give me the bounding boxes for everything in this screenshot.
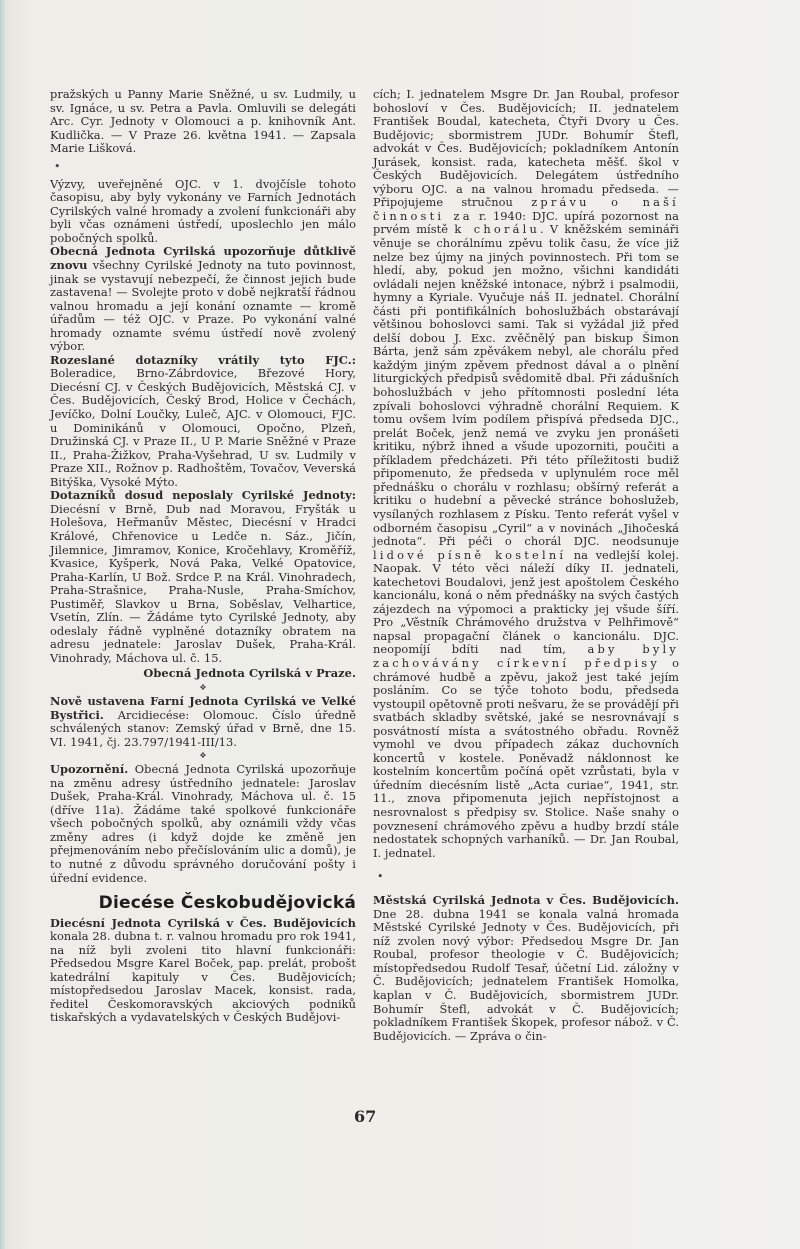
left-column: [50, 88, 356, 1025]
section-heading: Diecése Českobudějovická: [98, 893, 356, 914]
ornament-bullet: •: [377, 870, 384, 884]
paragraph-city-unit: [373, 894, 679, 1043]
paragraph-warning-lead: Obecná Jednota Cyrilská upozorňuje důtklivě znovu: [50, 244, 356, 273]
paragraph-missing-text: Diecésní v Brně, Dub nad Moravou, Fryšták u Holešova, Heřmanův Městec, Diecésní v Hradci Králové, Chřenovice u Ledče n. Sáz., Jičín, Jilemnice, Jimramov, Konice, Kročehlavy, Kroměříž, Kvasice, Kyšperk, Nová Paka, Velké Opatovice, Praha-Karlín, U Bož. Srdce P. na Král. Vinohradech, Praha-Strašnice, Praha-Nusle, Praha-Smíchov, Pustiměř, Slavkov u Brna, Soběslav, Velhartice, Vsetín, Zlín. — Žádáme tyto Cyrilské Jednoty, aby odeslaly řádně vyplněné dotazníky obratem na adresu jednatele: Jaroslav Dušek, Praha-Král. Vinohrady, Máchova ul. č. 15.: [50, 501, 356, 665]
paragraph-diocesan-report: [373, 88, 679, 860]
report-text-b: r. 1940: DJC. upírá pozornost na prvém místě: [373, 208, 679, 237]
report-text-d: na vedlejší kolej. Naopak. V této věci náleží díky II. jednateli, katechetovi Boudalovi, jenž jest apoštolem Českého kancionálu, koná o něm přednášky na svých častých zájezdech na výpomoci a prakticky jej všude šíří. Pro „Věstník Chrámového družstva v Pelhřimově“ napsal propagační článek o kancionálu. DJC. neopomíjí bdíti nad tím,: [373, 547, 679, 657]
paragraph-notice-text: Obecná Jednota Cyrilská upozorňuje na změnu adresy ústředního jednatele: Jaroslav Dušek, Praha-Král. Vinohrady, Máchova ul. č. 15 (dříve 11a). Žádáme také spolkové funkcionáře všech pobočných spolků, aby oznámili vždy včas změny adres (i když dojde ke změně jen přejmenováním nebo přečíslováním ulic a domů), je to nutné z důvodu správného doručování pošty i úřední evidence.: [50, 762, 356, 885]
paragraph-appeal: Výzvy, uveřejněné OJC. v 1. dvojčísle tohoto časopisu, aby byly vykonány ve Farních Jednotách Cyrilských valné hromady a zvolení funkcionáři aby byli včas oznámeni ústředí, uposlechlo jen málo pobočných spolků.: [50, 176, 356, 245]
paragraph-returned-lead: Rozeslané dotazníky vrátily tyto FJC.:: [50, 352, 356, 367]
paragraph-new-unit-lead: Nově ustavena Farní Jednota Cyrilská ve Velké Bystřici.: [50, 693, 356, 722]
report-spaced-emphasis: lidové písně kostelní: [373, 547, 567, 562]
report-text-a: cích; I. jednatelem Msgre Dr. Jan Roubal, profesor bohosloví v Čes. Budějovicích; II. jednatelem František Boudal, katecheta, Čtyři Dvory u Čes. Budějovic; sbormistrem JUDr. Bohumír Štefl, advokát v Čes. Budějovicích; pokladníkem Antonín Jurásek, konsist. rada, katecheta měšť. škol v Českých Budějovicích. Delegátem ústředního výboru OJC. a na valnou hromadu předseda. — Připojujeme stručnou: [373, 87, 679, 210]
report-text-e: o chrámové hudbě a zpěvu, jakož jest také jejím posláním. Co se týče tohoto bodu, předseda vystoupil opětovně proti nešvaru, že se provádějí při svatbách skladby světské, jaké se nesrovnávají s posvátností místa a svátostného obřadu. Rovněž vymohl ve dvou případech zákaz duchovních koncertů v kostele. Poněvadž náklonnost ke kostelním koncertům počíná opět vzrůstati, byla v úředním diecésním listě „Acta curiae“, 1941, str. 11., znova připomenuta jejich nepřístojnost a nesrovnalost s předpisy sv. Stolice. Naše snahy o povznesení chrámového zpěvu a hudby brzdí stále nedostatek schopných varhaníků. — Dr. Jan Roubal, I. jednatel.: [373, 655, 679, 860]
report-text-c: . V kněžském semináři věnuje se chorálnímu zpěvu tolik času, že více již nelze bez újmy na jiných povinnostech. Při tom se hledí, aby, pokud jen možno, všichni kandidáti ovládali nejen kněžské intonace, nýbrž i psalmodii, hymny a Kyriale. Vyučuje náš II. jednatel. Chorální části při pontifikálních bohoslužbách obstarávají většinou bohoslovci sami. Tak si vyžádal již před delší dobou J. Exc. zvěčnělý pan biskup Šimon Bárta, jenž sám zpěvákem nebyl, ale chorálu před každým jiným zpěvem přednost dával a o plnění liturgických předpisů svědomitě dbal. Při zádušních bohoslužbách v jeho přítomnosti poslední léta zpívali bohoslovci výhradně chorální Requiem. K tomu ovšem lvím podílem přispívá předseda DJC., prelát Boček, jenž nemá ve zvyku jen pronášeti kritiku, nýbrž ihned a všude upozorniti, poučiti a příkladem předcházeti. Při této příležitosti budiž připomenuto, že předseda v uplynulém roce měl přednášku o chorálu v rozhlasu; obšírný referát a kritiku o hudební a pěvecké stránce bohoslužeb, vysílaných rozhlasem z Písku. Tento referát vyšel v odborném časopisu „Cyril“ a v novinách „Jihočeská jednota“. Při péči o chorál DJC. neodsunuje: [373, 222, 679, 549]
page-number: 67: [354, 1107, 377, 1126]
paragraph-notice: [50, 763, 356, 885]
paragraph-city-text: Dne 28. dubna 1941 se konala valná hromada Městské Cyrilské Jednoty v Čes. Budějovicích, při níž zvolen nový výbor: Předsedou Msgre Dr. Jan Roubal, profesor theologie v Č. Budějovicích; místopředsedou Rudolf Tesař, účetní Lid. záložny v Č. Budějovicích; jednatelem František Homolka, kaplan v Č. Budějovicích, sbormistrem JUDr. Bohumír Štefl, advokát v Č. Budějovicích; pokladníkem František Škopek, profesor nábož. v Č. Budějovicích. — Zpráva o čin-: [373, 906, 679, 1043]
paragraph-missing-questionnaires: [50, 489, 356, 665]
ornament-divider: ❖: [199, 751, 207, 761]
paragraph-warning: [50, 245, 356, 353]
ornament-divider: ❖: [199, 682, 207, 692]
paragraph-diocesan-text: konala 28. dubna t. r. valnou hromadu pro rok 1941, na níž byli zvoleni tito hlavní funkcionáři: Předsedou Msgre Karel Boček, pap. prelát, probošt katedrální kapituly v Čes. Budějovicích; místopředsedou Jaroslav Macek, konsist. rada, ředitel Českomoravských akciových podniků tiskařských a vydavatelských v Českých Budějovi-: [50, 929, 356, 1025]
paragraph-meeting-minutes-end: pražských u Panny Marie Sněžné, u sv. Ludmily, u sv. Ignáce, u sv. Petra a Pavla. Omluvili se delegáti Arc. Cyr. Jednoty v Olomouci a p. knihovník Ant. Kudlička. — V Praze 26. května 1941. — Zapsala Marie Lišková.: [50, 87, 356, 156]
report-spaced-emphasis: k chorálu: [454, 222, 540, 237]
paragraph-returned-questionnaires: [50, 354, 356, 489]
paragraph-city-lead: Městská Cyrilská Jednota v Čes. Budějovicích.: [373, 893, 679, 908]
paragraph-diocesan-unit: [50, 917, 356, 1025]
paragraph-warning-text: všechny Cyrilské Jednoty na tuto povinnost, jinak se vystavují nebezpečí, že činnost jejich bude zastavena! — Svolejte proto v době nejkratší řádnou valnou hromadu a její konání oznamte — kromě úřadům — též OJC. v Praze. Po vykonání valné hromady oznamte svému ústředí nově zvolený výbor.: [50, 258, 356, 354]
paragraph-new-unit: [50, 695, 356, 749]
paragraph-returned-text: Boleradice, Brno-Zábrdovice, Březové Hory, Diecésní CJ. v Českých Budějovicích, Městská CJ. v Čes. Budějovicích, Český Brod, Holice v Čechách, Jevíčko, Dolní Loučky, Luleč, AJC. v Olomouci, FJC. u Dominikánů v Olomouci, Opočno, Plzeň, Družinská CJ. v Praze II., U P. Marie Sněžné v Praze II., Praha-Žižkov, Praha-Vyšehrad, U sv. Ludmily v Praze XII., Rožnov p. Radhoštěm, Tovačov, Veverská Bitýška, Vysoké Mýto.: [50, 366, 356, 489]
ornament-bullet: •: [54, 159, 61, 173]
right-column: [373, 88, 679, 1043]
paragraph-notice-lead: Upozornění.: [50, 762, 129, 777]
paragraph-diocesan-lead: Diecésní Jednota Cyrilská v Čes. Budějovicích: [50, 915, 356, 930]
report-spaced-emphasis: zprávu o naší činnosti za: [373, 195, 679, 223]
signature-ojc-praha: Obecná Jednota Cyrilská v Praze.: [143, 666, 356, 681]
report-spaced-emphasis: aby byly zachovávány církevní předpisy: [373, 642, 679, 670]
paragraph-missing-lead: Dotazníků dosud neposlaly Cyrilské Jednoty:: [50, 488, 356, 503]
paragraph-new-unit-text: Arcidiecése: Olomouc. Číslo úředně schválených stanov: Zemský úřad v Brně, dne 15. VI. 1941, čj. 23.797/1941-III/13.: [50, 707, 356, 749]
